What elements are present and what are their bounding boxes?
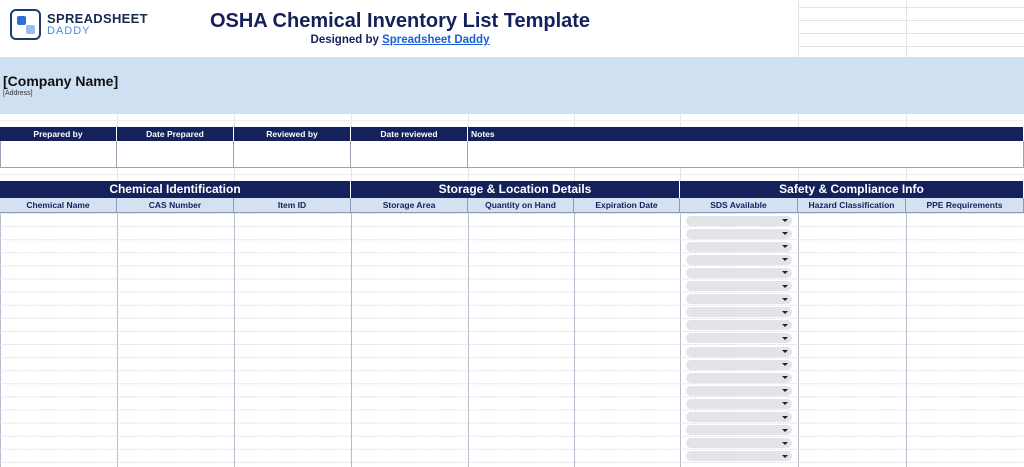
sds-dropdown[interactable]: [686, 438, 792, 448]
sds-dropdown[interactable]: [686, 412, 792, 422]
chevron-down-icon: [782, 389, 788, 392]
company-name[interactable]: [Company Name]: [3, 73, 119, 89]
chevron-down-icon: [782, 429, 788, 432]
sds-dropdown[interactable]: [686, 425, 792, 435]
section-header-2: Safety & Compliance Info: [680, 181, 1024, 198]
page-subtitle: [120, 34, 680, 46]
prep-header-1: Date Prepared: [117, 127, 234, 141]
section-header-1: Storage & Location Details: [351, 181, 680, 198]
prep-input-4[interactable]: [468, 141, 1024, 168]
sds-dropdown[interactable]: [686, 347, 792, 357]
sds-dropdown[interactable]: [686, 216, 792, 226]
column-header-2: Item ID: [234, 198, 351, 213]
chevron-down-icon: [782, 258, 788, 261]
sds-dropdown[interactable]: [686, 451, 792, 461]
column-header-8: PPE Requirements: [906, 198, 1024, 213]
section-header-0: Chemical Identification: [0, 181, 351, 198]
sds-dropdown[interactable]: [686, 268, 792, 278]
sds-dropdown[interactable]: [686, 320, 792, 330]
chevron-down-icon: [782, 271, 788, 274]
sds-dropdown[interactable]: [686, 307, 792, 317]
prep-header-4: Notes: [468, 127, 1024, 141]
prep-input-2[interactable]: [234, 141, 351, 168]
chevron-down-icon: [782, 298, 788, 301]
chevron-down-icon: [782, 455, 788, 458]
brand-line1: SPREADSHEET: [47, 10, 148, 26]
chevron-down-icon: [782, 311, 788, 314]
chevron-down-icon: [782, 363, 788, 366]
chevron-down-icon: [782, 350, 788, 353]
company-band: [0, 57, 1024, 114]
chevron-down-icon: [782, 442, 788, 445]
chevron-down-icon: [782, 324, 788, 327]
designer-link[interactable]: Spreadsheet Daddy: [382, 34, 490, 46]
chevron-down-icon: [782, 402, 788, 405]
sheet-header: [0, 0, 1024, 57]
column-header-6: SDS Available: [680, 198, 798, 213]
column-header-1: CAS Number: [117, 198, 234, 213]
prep-input-1[interactable]: [117, 141, 234, 168]
sds-dropdown[interactable]: [686, 294, 792, 304]
chevron-down-icon: [782, 245, 788, 248]
prep-header-2: Reviewed by: [234, 127, 351, 141]
sds-dropdown[interactable]: [686, 399, 792, 409]
logo-icon: [10, 9, 41, 40]
column-header-4: Quantity on Hand: [468, 198, 574, 213]
sds-dropdown[interactable]: [686, 281, 792, 291]
sds-dropdown[interactable]: [686, 242, 792, 252]
chevron-down-icon: [782, 219, 788, 222]
column-header-3: Storage Area: [351, 198, 468, 213]
column-header-7: Hazard Classification: [798, 198, 906, 213]
sds-dropdown[interactable]: [686, 386, 792, 396]
sds-dropdown[interactable]: [686, 229, 792, 239]
company-address[interactable]: [Address]: [3, 90, 33, 97]
prep-input-0[interactable]: [0, 141, 117, 168]
chevron-down-icon: [782, 376, 788, 379]
prep-input-3[interactable]: [351, 141, 468, 168]
sds-dropdown[interactable]: [686, 373, 792, 383]
prep-header-0: Prepared by: [0, 127, 117, 141]
subtitle-prefix: Designed by: [310, 34, 383, 46]
chevron-down-icon: [782, 232, 788, 235]
column-header-0: Chemical Name: [0, 198, 117, 213]
brand-line2: DADDY: [47, 24, 91, 37]
chevron-down-icon: [782, 285, 788, 288]
page-title: OSHA Chemical Inventory List Template: [209, 10, 591, 32]
chevron-down-icon: [782, 416, 788, 419]
sds-dropdown[interactable]: [686, 255, 792, 265]
header-right-grid: [798, 0, 1024, 57]
prep-header-3: Date reviewed: [351, 127, 468, 141]
sds-dropdown[interactable]: [686, 333, 792, 343]
column-header-5: Expiration Date: [574, 198, 680, 213]
chevron-down-icon: [782, 337, 788, 340]
sds-dropdown[interactable]: [686, 360, 792, 370]
